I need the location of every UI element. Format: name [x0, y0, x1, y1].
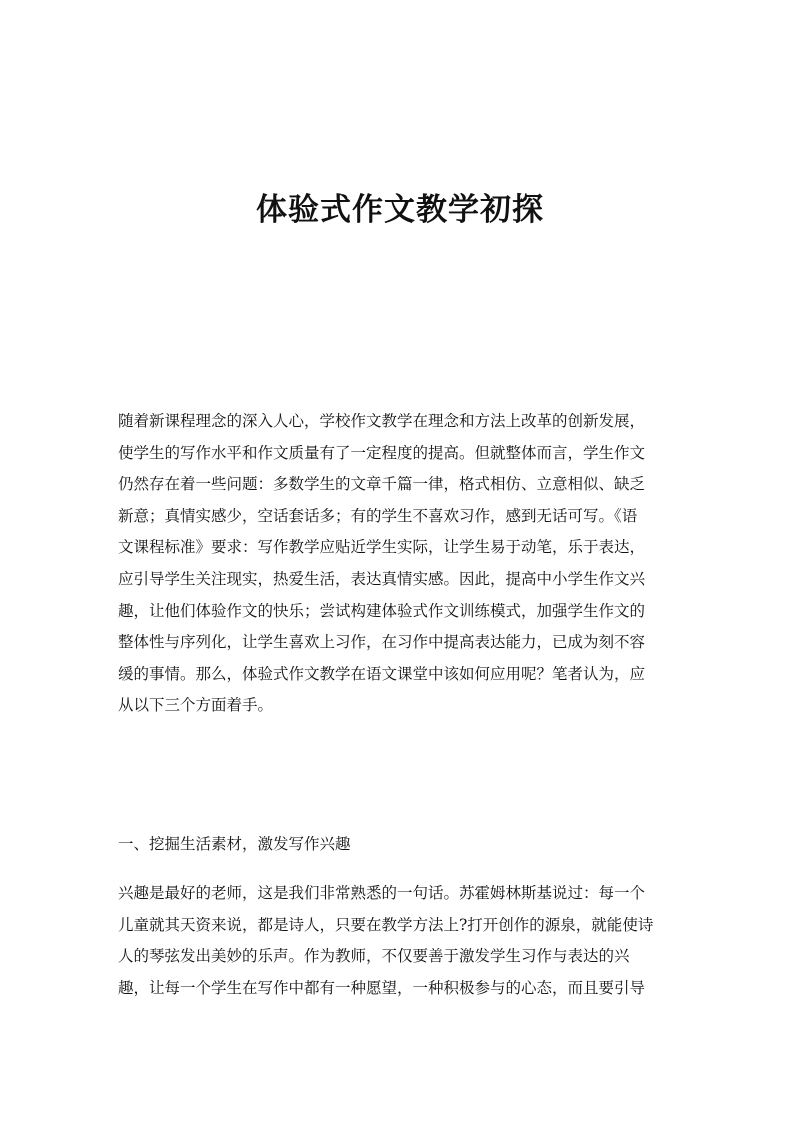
document-title: 体验式作文教学初探: [256, 192, 544, 228]
text-line: 使学生的写作水平和作文质量有了一定程度的提高。但就整体而言，学生作文: [118, 443, 646, 462]
text-line: 兴趣是最好的老师，这是我们非常熟悉的一句话。苏霍姆林斯基说过：每一个: [118, 884, 646, 902]
text-line: 从以下三个方面着手。: [118, 696, 274, 715]
text-line: 趣，让他们体验作文的快乐；尝试构建体验式作文训练模式，加强学生作文的: [118, 601, 646, 620]
text-line: 整体性与序列化，让学生喜欢上习作，在习作中提高表达能力，已成为刻不容: [118, 633, 646, 652]
text-line: 缓的事情。那么，体验式作文教学在语文课堂中该如何应用呢？笔者认为，应: [118, 664, 646, 683]
text-line: 趣，让每一个学生在写作中都有一种愿望，一种积极参与的心态，而且要引导: [118, 978, 646, 997]
text-line: 随着新课程理念的深入人心，学校作文教学在理念和方法上改革的创新发展，: [118, 412, 646, 430]
text-line: 应引导学生关注现实，热爱生活，表达真情实感。因此，提高中小学生作文兴: [118, 569, 646, 588]
text-line: 儿童就其天资来说，都是诗人，只要在教学方法上?打开创作的源泉，就能使诗: [118, 915, 654, 934]
text-line: 新意；真情实感少，空话套话多；有的学生不喜欢习作，感到无话可写。《语: [118, 506, 638, 525]
text-line: 文课程标准》要求：写作教学应贴近学生实际，让学生易于动笔，乐于表达，: [118, 538, 646, 557]
section-heading-text: 一、挖掘生活素材，激发写作兴趣: [118, 835, 351, 853]
section-heading: [118, 829, 684, 861]
text-line: 人的琴弦发出美妙的乐声。作为教师，不仅要善于激发学生习作与表达的兴: [118, 947, 630, 966]
paragraph-interest: [118, 878, 684, 1004]
paragraph-intro: [118, 406, 684, 722]
text-line: 仍然存在着一些问题：多数学生的文章千篇一律，格式相仿、立意相似、缺乏: [118, 475, 646, 494]
